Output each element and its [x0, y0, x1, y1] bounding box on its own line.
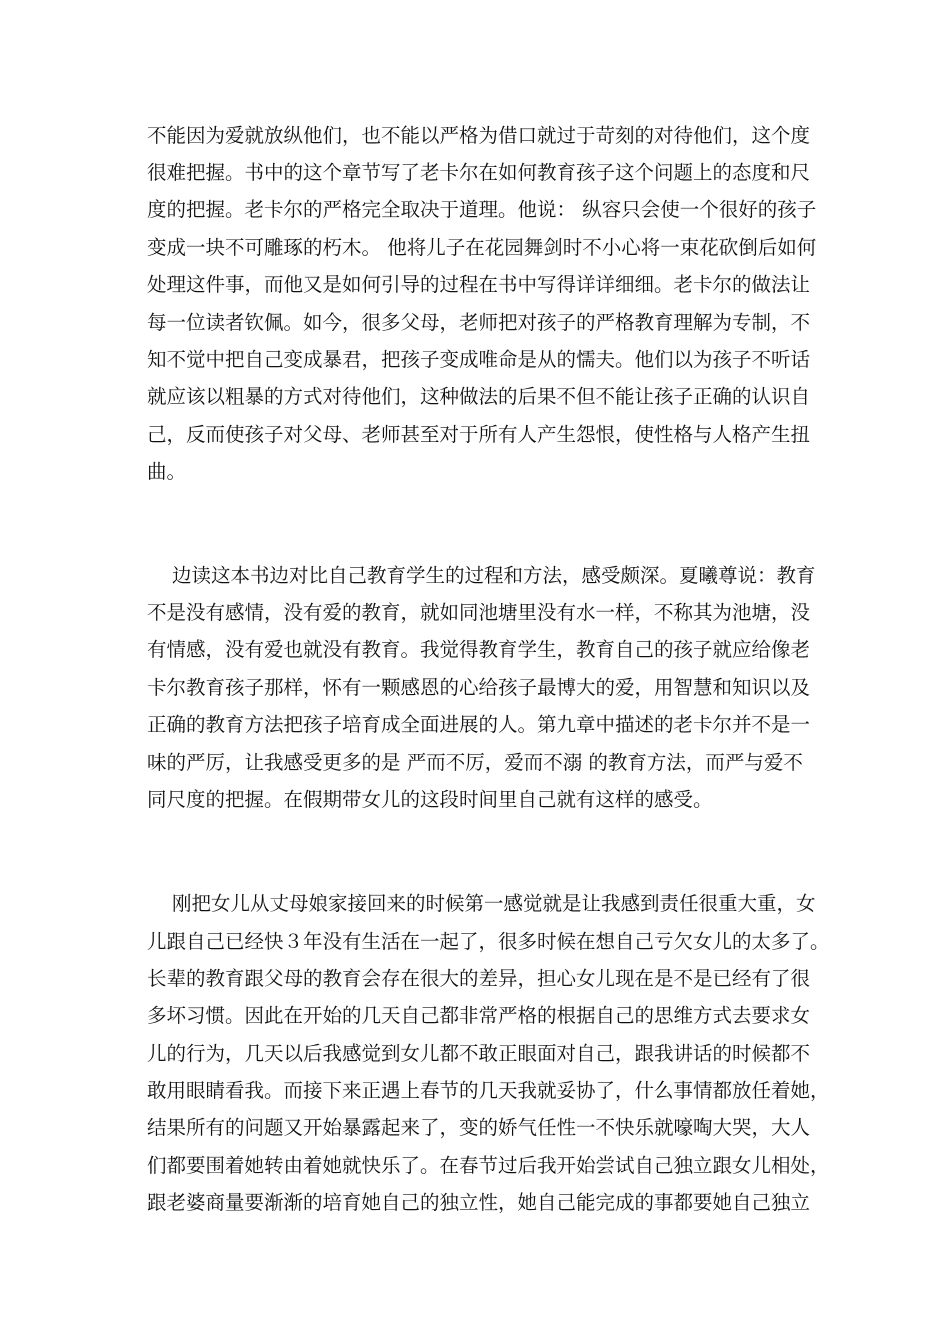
text-line: 敢用眼睛看我。而接下来正遇上春节的几天我就妥协了，什么事情都放任着她， [147, 1079, 830, 1102]
text-line: 跟老婆商量要渐渐的培育她自己的独立性，她自己能完成的事都要她自己独立 [147, 1191, 811, 1214]
text-line: 们都要围着她转由着她就快乐了。在春节过后我开始尝试自己独立跟女儿相处， [147, 1154, 830, 1177]
text-line: 每一位读者钦佩。如今，很多父母，老师把对孩子的严格教育理解为专制，不 [147, 311, 811, 334]
text-line: 度的把握。老卡尔的严格完全取决于道理。他说： 纵容只会使一个很好的孩子 [147, 198, 817, 221]
text-line: 儿跟自己已经快３年没有生活在一起了，很多时候在想自己亏欠女儿的太多了。 [147, 930, 830, 953]
text-line: 卡尔教育孩子那样，怀有一颗感恩的心给孩子最博大的爱，用智慧和知识以及 [147, 676, 811, 699]
text-line: 多坏习惯。因此在开始的几天自己都非常严格的根据自己的思维方式去要求女 [147, 1004, 811, 1027]
text-line: 结果所有的问题又开始暴露起来了，变的娇气任性一不快乐就嚎啕大哭，大人 [147, 1116, 811, 1139]
text-line: 长辈的教育跟父母的教育会存在很大的差异，担心女儿现在是不是已经有了很 [147, 967, 811, 990]
text-line: 不是没有感情，没有爱的教育，就如同池塘里没有水一样，不称其为池塘，没 [147, 601, 811, 624]
text-line: 刚把女儿从丈母娘家接回来的时候第一感觉就是让我感到责任很重大重，女 [172, 892, 816, 915]
text-line: 有情感，没有爱也就没有教育。我觉得教育学生，教育自己的孩子就应给像老 [147, 638, 811, 661]
text-line: 曲。 [147, 460, 187, 483]
text-line: 就应该以粗暴的方式对待他们，这种做法的后果不但不能让孩子正确的认识自 [147, 385, 811, 408]
text-line: 处理这件事，而他又是如何引导的过程在书中写得详详细细。老卡尔的做法让 [147, 273, 811, 296]
text-line: 不能因为爱就放纵他们，也不能以严格为借口就过于苛刻的对待他们，这个度 [147, 124, 811, 147]
text-line: 知不觉中把自己变成暴君，把孩子变成唯命是从的懦夫。他们以为孩子不听话 [147, 348, 811, 371]
text-line: 变成一块不可雕琢的朽木。 他将儿子在花园舞剑时不小心将一束花砍倒后如何 [147, 236, 817, 259]
text-line: 边读这本书边对比自己教育学生的过程和方法，感受颇深。夏曦尊说：教育 [172, 564, 816, 587]
text-line: 味的严厉，让我感受更多的是 严而不厉，爱而不溺 的教育方法，而严与爱不 [147, 751, 803, 774]
text-line: 同尺度的把握。在假期带女儿的这段时间里自己就有这样的感受。 [147, 788, 713, 811]
text-line: 很难把握。书中的这个章节写了老卡尔在如何教育孩子这个问题上的态度和尺 [147, 161, 811, 184]
text-line: 己，反而使孩子对父母、老师甚至对于所有人产生怨恨，使性格与人格产生扭 [147, 423, 811, 446]
text-line: 儿的行为，几天以后我感觉到女儿都不敢正眼面对自己，跟我讲话的时候都不 [147, 1042, 811, 1065]
text-line: 正确的教育方法把孩子培育成全面进展的人。第九章中描述的老卡尔并不是一 [147, 713, 811, 736]
